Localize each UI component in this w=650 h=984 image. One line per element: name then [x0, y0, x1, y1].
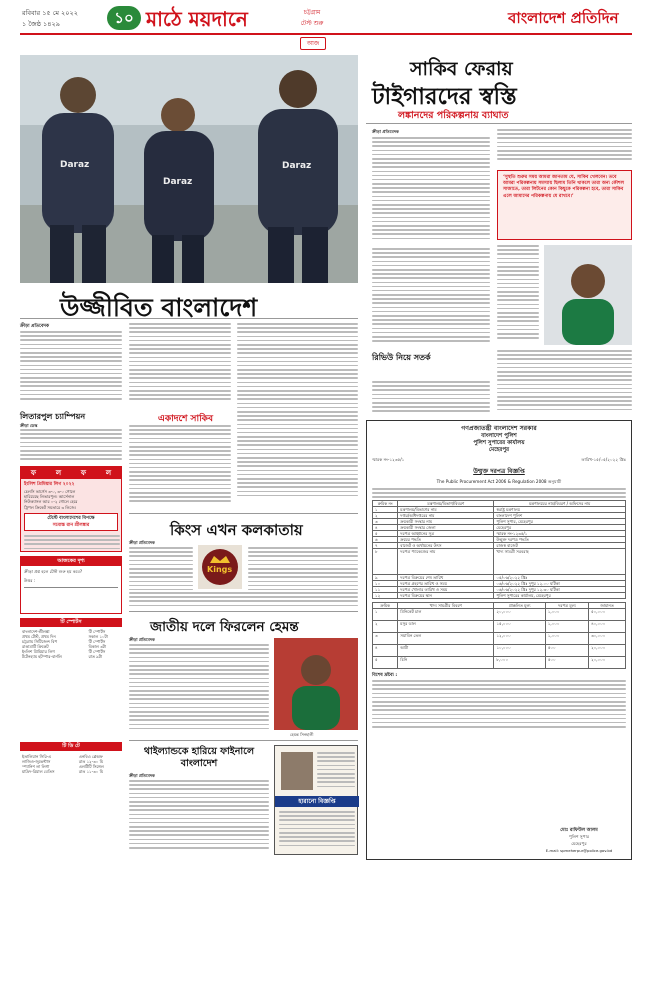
results-letter: ফ [80, 469, 87, 477]
liverpool-body [20, 429, 122, 463]
cell: বাজেট ও অর্থায়নের উৎস [398, 543, 494, 549]
cell: ৩ [373, 519, 398, 525]
item-table [372, 602, 626, 669]
cell: ১৫,০০০ [494, 621, 545, 633]
results-letter: ফ [30, 469, 37, 477]
kings-logo-text: Kings [207, 565, 233, 574]
cell: ৮,০০০ [494, 657, 545, 669]
thailand-body [129, 780, 269, 852]
thailand-rule [129, 740, 358, 741]
lead-body-col-3 [129, 425, 231, 509]
cell: ৫ [373, 657, 398, 669]
cell: ০৬/০৬/২০২২ খ্রিঃ দুপুর ১২.০০ ঘটিকা [494, 581, 626, 587]
cell: ৫০০ [545, 645, 588, 657]
shakib-body-col-1 [372, 137, 490, 245]
quiz-answer-label: উত্তর : [24, 577, 36, 583]
cell: ১১ [373, 587, 398, 593]
quiz-answer-line[interactable] [24, 587, 118, 588]
cell: ৬ [373, 537, 398, 543]
thailand-headline: থাইল্যান্ডকে হারিয়ে ফাইনালে বাংলাদেশ [143, 746, 255, 769]
gov-line-2: বাংলাদেশ পুলিশ [481, 433, 517, 439]
shakib-subhead: লঙ্কানদের পরিকল্পনায় ব্যাঘাত [398, 110, 509, 121]
cell: বাংলাদেশ পুলিশ [494, 513, 626, 519]
results-line: হারিয়েছে লিভারপুল। আর্সেনাল [24, 494, 75, 500]
hemanta-photo [274, 638, 358, 730]
cell: ০৫/০৬/২০২২ খ্রিঃ [494, 575, 626, 581]
cell: ক্রয়ের পদ্ধতি [398, 537, 494, 543]
table-row [373, 621, 626, 633]
results-letter: ল [55, 469, 62, 477]
cell: ১,০০০ [545, 621, 588, 633]
tv-program: এলটিটি সিঙ্গেল [78, 764, 104, 769]
lost-notice-ad [274, 745, 358, 855]
issue-date-bangla: ১ জৈষ্ঠ ১৪২৯ [22, 20, 60, 28]
shakib-quote [497, 170, 632, 240]
cell: ৫০,০০০ [589, 609, 626, 621]
cell: দরপত্র খোলার তারিখ ও সময় [398, 587, 494, 593]
tv-channel: সকাল ১০টা [88, 634, 108, 639]
cell: দরপত্র আহ্বানের সূত্র [398, 531, 494, 537]
kings-body-3 [129, 592, 358, 608]
cell: ৪ [373, 525, 398, 531]
tv-program: চট্টগ্রাম সিটিজেন্স বিপ [22, 639, 58, 644]
notice-intro [372, 488, 626, 498]
cell: ১২ [373, 593, 398, 599]
cell: দপ্তর/অধিদপ্তরের নাম [398, 513, 494, 519]
gov-line-4: মেহেরপুর [488, 447, 510, 453]
hemanta-headline: জাতীয় দলে ফিরলেন হেমন্ত [150, 619, 299, 635]
tv-schedule-table [20, 754, 122, 774]
kings-byline: ক্রীড়া প্রতিবেদক [129, 540, 155, 545]
jersey-sponsor: Daraz [60, 160, 90, 170]
col-item: মন্ত্রণালয়/বিভাগ/বিবরণ [398, 501, 494, 507]
cell: ক্রয়কারী সংস্থার নাম [398, 519, 494, 525]
table-row [20, 654, 122, 659]
cell: ক্রয়কারী সংস্থার জেলা [398, 525, 494, 531]
results-line: ট্রিপল ক্রিকেট সমতারে ৩ লিজে। [24, 504, 77, 510]
cell: দরপত্র প্যাকেজের নাম [398, 549, 494, 575]
shakib-quote-text: ‘সুস্থতি শুরুর সময় আমরা জানতাম যে, সাকিব খেলবেন। তবে আমরা পরিকল্পনায় সমস্যায় ছিলাম তিনি থাকলে তারা অন্য কৌশল সাজাতে, তারা লিটনের কোন কিছুকে পরিকল্পনা হবে, তারা সাকিব এলে আমাদের পরিকল্পনায় যে রাখবে।’ [503, 175, 625, 199]
tv-program: রাঙামাটি ক্রিকেট [22, 644, 49, 649]
brand-logo: বাংলাদেশ প্রতিদিন [508, 9, 619, 27]
cell: ৫ [373, 531, 398, 537]
cell: ০৬/০৬/২০২২ খ্রিঃ দুপুর ১২.৩০ ঘটিকা [494, 587, 626, 593]
lead-byline: ক্রীড়া প্রতিবেদক [20, 324, 49, 329]
section-title: মাঠে ময়দানে [146, 7, 248, 31]
tv-program: এনবিএ প্লেঅফ [78, 754, 103, 759]
lost-notice-photo [281, 752, 313, 790]
table-row [373, 633, 626, 645]
tv-program: প্রথম টেস্ট, প্রথম দিন [22, 634, 56, 639]
cell: মেহেরপুর [494, 525, 626, 531]
results-item-title: ইংলিশ প্রিমিয়ার লিগ ২০২২ [24, 482, 75, 487]
shakib-body-col-2 [497, 129, 632, 165]
match-label: টেস্ট শুরু [300, 20, 324, 27]
results-box [20, 466, 122, 552]
tv-channel: রাত ৯টা [88, 654, 103, 659]
col-detail: মন্ত্রণালয়ের নাম/বিবরণ / অফিসের নাম [494, 501, 626, 507]
table-row [373, 645, 626, 657]
hemanta-caption: হেমন্ত সিনহালী [290, 732, 314, 737]
tv-schedule-table [20, 629, 122, 659]
shakib-headline-2: টাইগারদের স্বস্তি [372, 83, 517, 110]
cell: ৩০,০০০ [589, 633, 626, 645]
signer-org: মেহেরপুর [571, 841, 587, 846]
tv-schedule-header: টি ডি টে [20, 742, 122, 751]
lead-body-col-2 [129, 323, 231, 406]
cell: ১০,০০০ [494, 645, 545, 657]
issue-date: রবিবার ১৫ মে ২০২২ [22, 9, 78, 17]
lead-headline: উজ্জীবিত বাংলাদেশ [60, 293, 258, 322]
highlight-line: সবোচ্চ রান শ্রীলঙ্কার [52, 522, 90, 528]
tv-program: ইতালিয়ান সিরি-এ [22, 754, 52, 759]
shakib-body-col-3 [372, 248, 490, 348]
gov-line-3: পুলিশ সুপারের কার্যালয় [473, 440, 525, 446]
col-serial: ক্রমিক নং [373, 501, 398, 507]
cell: মসুর ডাল [398, 621, 494, 633]
results-title [21, 467, 121, 479]
cell: ৫০০ [545, 657, 588, 669]
cell: ১ [373, 609, 398, 621]
cell: ৮ [373, 549, 398, 575]
venue-label: চট্টগ্রাম [303, 9, 321, 16]
cell: ২ [373, 513, 398, 519]
cell: মন্ত্রণালয়/বিভাগের নাম [398, 507, 494, 513]
col-header: দরপত্র মূল্য [545, 603, 588, 609]
liverpool-headline: লিতারপুল চ্যাম্পিয়ন [20, 412, 86, 421]
hemanta-rule [129, 611, 358, 612]
cell: চিনি [398, 657, 494, 669]
hemanta-byline: ক্রীড়া প্রতিবেদক [129, 637, 155, 642]
cell: মিনিকেট চাল [398, 609, 494, 621]
cell: দরপত্র গ্রহণের তারিখ ও সময় [398, 581, 494, 587]
cell: ১,০০০ [545, 609, 588, 621]
signature-block [533, 827, 625, 853]
kings-rule [129, 513, 358, 514]
tv-time: রাত ১২-৩০ মি [78, 759, 103, 764]
cell: ১২,০০০ [494, 633, 545, 645]
tv-program: ইংলিশ প্রিমিয়ার লিগ [22, 649, 55, 654]
tv-schedule-header: টি স্পোর্টস [20, 618, 122, 627]
header-rule [20, 33, 632, 35]
shakib-byline: ক্রীড়া প্রতিবেদক [372, 129, 399, 134]
cell: উন্মুক্ত দরপত্র পদ্ধতি [494, 537, 626, 543]
tv-schedule-2 [20, 742, 122, 822]
lead-body-col-1 [20, 331, 122, 406]
cell: ২০,০০০ [494, 609, 545, 621]
notice-title: উন্মুক্ত দরপত্র বিজ্ঞপ্তি [473, 468, 525, 475]
shakib-rule [366, 123, 632, 124]
cell: দরপত্র বিক্রয়ের স্থান [398, 593, 494, 599]
liverpool-byline: ক্রীড়া ডেস্ক [20, 423, 38, 428]
shakib-body-col-5 [497, 350, 632, 415]
results-letter: ল [105, 469, 112, 477]
tender-notice [366, 420, 632, 860]
tv-program: বাংলাদেশ-শ্রীলঙ্কা [22, 629, 50, 634]
cell: স্বরাষ্ট্র মন্ত্রণালয় [494, 507, 626, 513]
thailand-byline: ক্রীড়া প্রতিবেদক [129, 773, 155, 778]
quiz-question: ক্রীড়া প্রশ্ন হলে টেস্ট শুরু হয় কবে? [24, 569, 83, 574]
cell: সয়াবিন তেল [398, 633, 494, 645]
lost-notice-text [317, 752, 355, 792]
signer-name: মোঃ রাফিউল আলম [560, 828, 598, 833]
cell: রাজস্ব বাজেট [494, 543, 626, 549]
cell: ৯ [373, 575, 398, 581]
review-headline-1: রিভিউ নিয়ে সতর্ক [372, 352, 431, 362]
cell: ২০,০০০ [589, 657, 626, 669]
cell: আটা [398, 645, 494, 657]
tv-program: স্প্যানিশ লা লিগা [22, 764, 50, 769]
notice-date: তারিখ-১৫/০৫/২০২২ খ্রিঃ [581, 457, 626, 462]
col-header: জামানত [589, 603, 626, 609]
jersey-sponsor: Daraz [163, 177, 193, 187]
kings-logo [198, 545, 242, 589]
tv-time: মাদ্রিদ-রিয়াল বেতিস [22, 769, 55, 774]
tv-time: রাত ১১-৩০ মি [78, 769, 103, 774]
table-row [373, 609, 626, 621]
cell: ১ [373, 507, 398, 513]
tv-channel: টি স্পোর্টস [88, 649, 106, 654]
lead-photo [20, 55, 358, 283]
tv-channel: টি স্পোর্টস [88, 639, 106, 644]
test-start-box [292, 7, 332, 29]
cell: ৩ [373, 633, 398, 645]
tv-time: লাজিও-জুভেন্টাস [22, 759, 51, 764]
special-note-label: বিশেষ দ্রষ্টব্য : [372, 673, 398, 678]
col-header: খাদ্য সামগ্রীর বিবরণ [398, 603, 494, 609]
kings-headline: কিংস এখন কলকাতায় [170, 521, 303, 539]
lead-body-col-4 [237, 323, 358, 509]
table-row [373, 549, 626, 575]
shakib-body-col-4 [497, 245, 539, 345]
table-row [20, 769, 122, 774]
cell: দরপত্র বিক্রয়ের শেষ তারিখ [398, 575, 494, 581]
notice-header [372, 425, 626, 454]
cell: খাদ্য সামগ্রী সরবরাহ [494, 549, 626, 575]
cell: ১,০০০ [545, 633, 588, 645]
lost-notice-title: হারানো বিজ্ঞপ্তি [275, 796, 359, 807]
tv-channel: বিকাল ৩টা [88, 644, 107, 649]
results-body [24, 535, 120, 551]
memo-number: স্মারক নং-১২৩৫/১ [372, 457, 405, 462]
shakib-headline-1: সাকিব ফেরায় [410, 58, 513, 80]
cell: পুলিশ সুপারের কার্যালয়, মেহেরপুর [494, 593, 626, 599]
quiz-box [20, 556, 122, 614]
results-line: নিউক্যাসল আর ০-২ গোলে হেরে [24, 499, 78, 505]
cell: ৪০,০০০ [589, 621, 626, 633]
kings-body-1 [129, 547, 193, 595]
page-number: ১০ [107, 6, 141, 30]
tv-schedule [20, 618, 122, 728]
day-tag: আজ [300, 37, 326, 50]
shakib-portrait [544, 245, 632, 345]
jersey-sponsor: Daraz [282, 161, 312, 171]
quiz-header: আজকের দৃশ্য [21, 557, 121, 566]
notice-memo-row [372, 457, 626, 464]
cell: পুলিশ সুপার, মেহেরপুর [494, 519, 626, 525]
cell: স্মারক নং-১২৩৫/১ [494, 531, 626, 537]
shakib-photo [544, 245, 632, 345]
tv-program: টটেনহ্যাম হটস্পার-বার্নলি [22, 654, 62, 659]
masthead [0, 0, 650, 34]
special-note-body [372, 680, 626, 732]
results-highlight [24, 513, 118, 531]
lost-notice-body [279, 811, 355, 853]
player-portrait [274, 638, 358, 730]
cell: ৭ [373, 543, 398, 549]
col-header: ক্রমিক [373, 603, 398, 609]
lead-subhead: একাদশে সাকিব [158, 414, 213, 424]
hemanta-body [129, 644, 269, 737]
cell: ২০,০০০ [589, 645, 626, 657]
results-line: চেলসি ভার্সেস ৩-০, ৩-০ গোলে [24, 489, 76, 494]
notice-rule-line: The Public Procurement Act 2006 & Regulation 2008 অনুযায়ী [436, 479, 562, 484]
cell: ১০ [373, 581, 398, 587]
table-row [373, 657, 626, 669]
tv-channel: টি স্পোর্টস [88, 629, 106, 634]
lead-rule [20, 318, 358, 319]
signer-title: পুলিশ সুপার [568, 834, 590, 839]
cell: ৪ [373, 645, 398, 657]
review-body [372, 381, 490, 415]
gov-line-1: গণপ্রজাতন্ত্রী বাংলাদেশ সরকার [461, 425, 537, 432]
table-row [373, 593, 626, 599]
highlight-line: টেস্টে বাংলাদেশের বিপক্ষে [47, 515, 95, 521]
cell: ২ [373, 621, 398, 633]
tender-table [372, 500, 626, 599]
kings-body-2 [248, 547, 358, 595]
col-header: প্রাক্কলিত মূল্য [494, 603, 545, 609]
signer-email: E-mail: spmeherpur@police.gov.bd [545, 848, 613, 853]
